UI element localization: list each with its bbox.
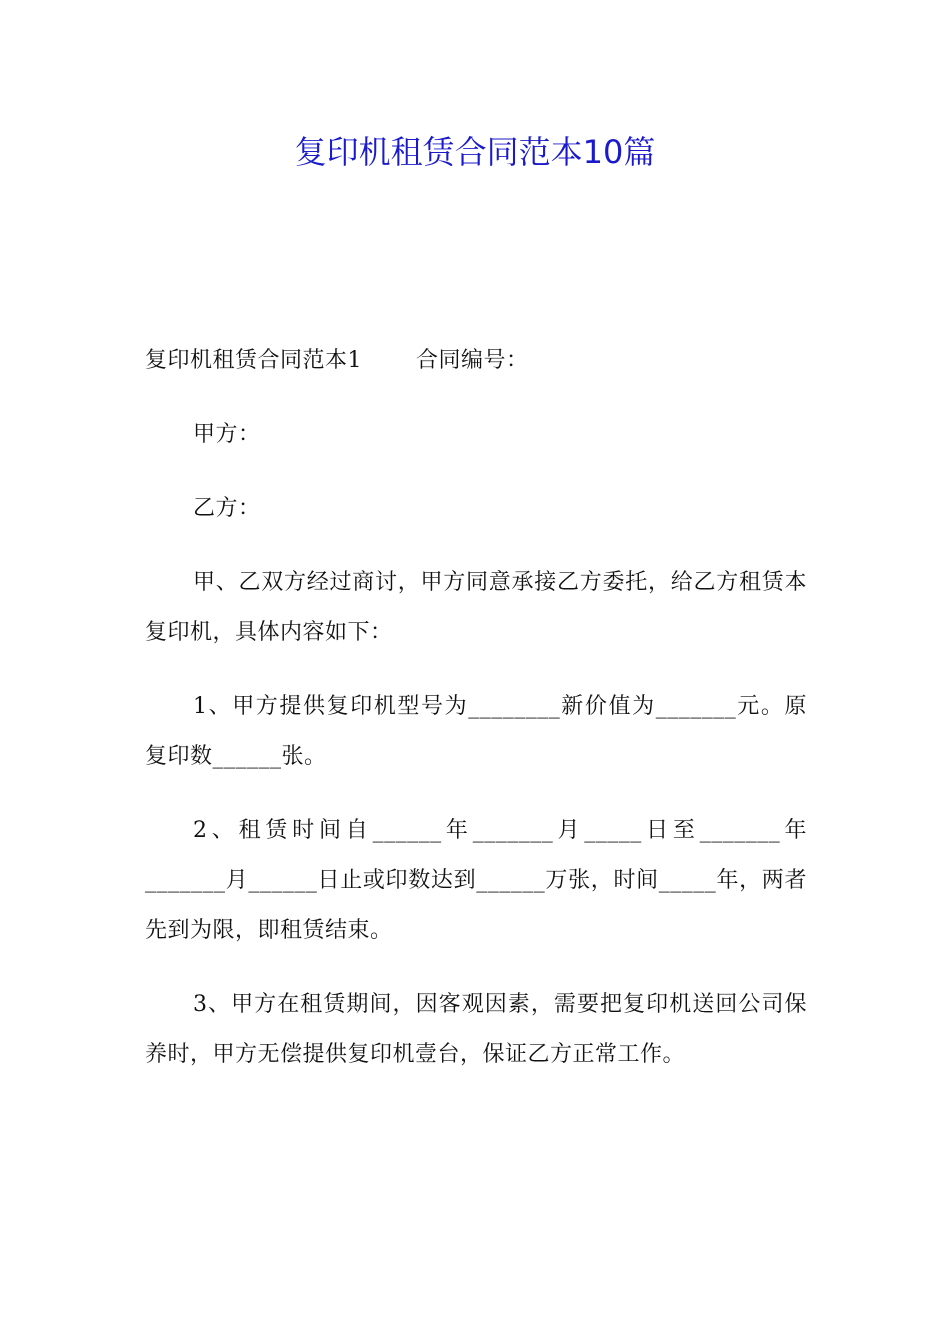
document-body [145, 336, 807, 1104]
paragraph-clause-3: 3、甲方在租赁期间，因客观因素，需要把复印机送回公司保养时，甲方无偿提供复印机壹台，保证乙方正常工作。 [145, 992, 807, 1067]
paragraph-clause-2: 2、租赁时间自______年_______月_____日至_______年_______月______日止或印数达到______万张，时间_____年，两者先到为限，即租赁结束。 [145, 818, 807, 943]
section-heading-line [145, 336, 807, 386]
contract-number-label: 合同编号： [416, 348, 529, 373]
section-heading: 复印机租赁合同范本1 [145, 348, 362, 373]
party-a-label: 甲方： [193, 422, 261, 447]
paragraph-clause-1: 1、甲方提供复印机型号为________新价值为_______元。原复印数______张。 [145, 694, 807, 769]
party-b-label: 乙方： [193, 496, 261, 521]
document-title: 复印机租赁合同范本10篇 [294, 133, 656, 171]
paragraph-intro: 甲、乙双方经过商讨，甲方同意承接乙方委托，给乙方租赁本复印机，具体内容如下： [145, 570, 807, 645]
